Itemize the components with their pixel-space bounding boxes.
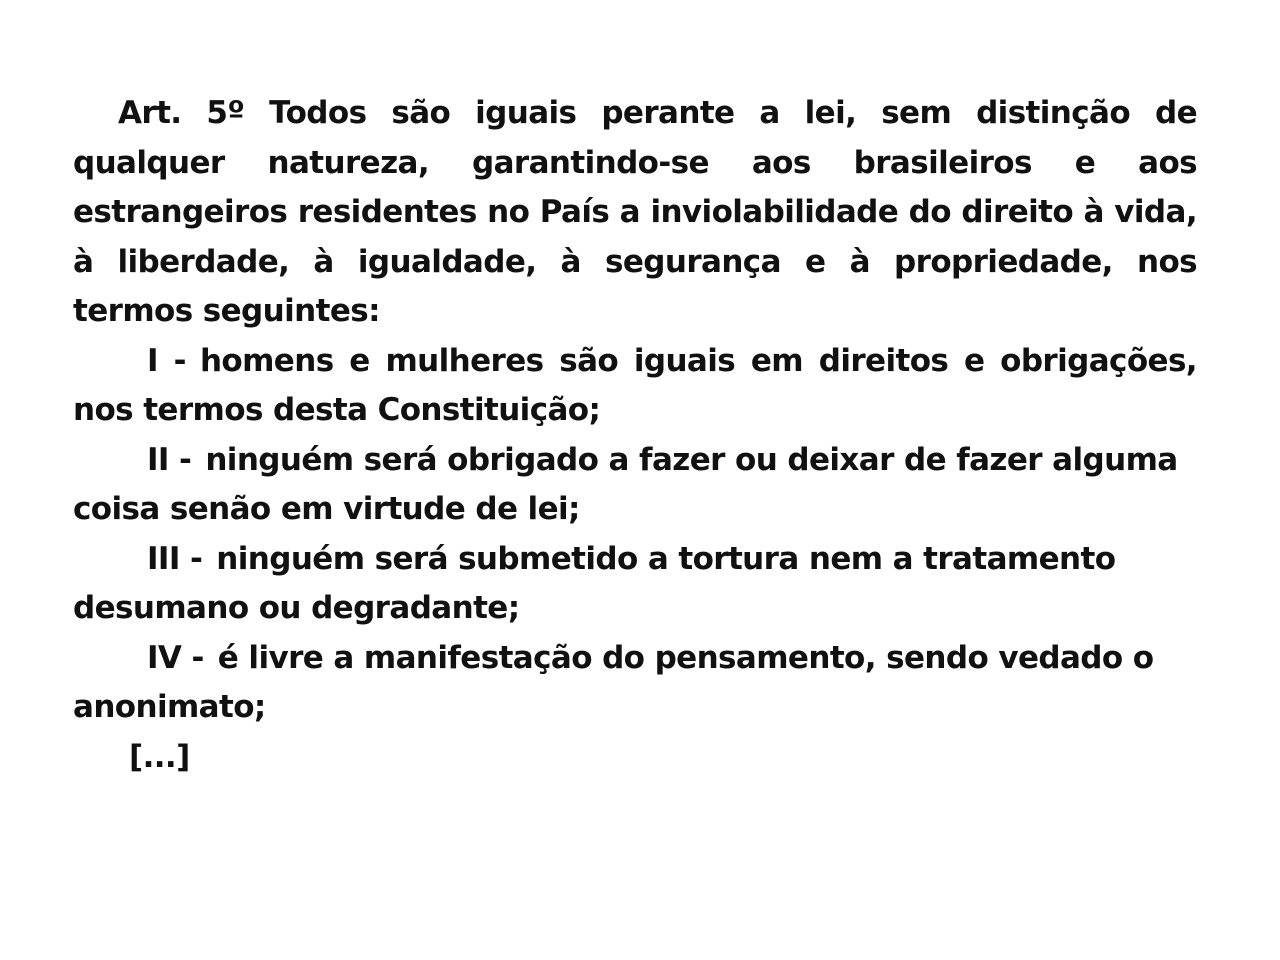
item-text: ninguém será submetido a tortura nem a tratamento desumano ou degradante; xyxy=(73,540,1116,626)
item-text: ninguém será obrigado a fazer ou deixar de fazer alguma coisa senão em virtude de lei; xyxy=(73,441,1178,527)
list-item xyxy=(73,535,1197,634)
legal-text xyxy=(73,89,1197,782)
list-item xyxy=(73,436,1197,535)
item-text: é livre a manifestação do pensamento, sendo vedado o anonimato; xyxy=(73,639,1154,725)
item-numeral: II - xyxy=(147,441,192,478)
item-numeral: IV - xyxy=(147,639,204,676)
item-numeral: I - xyxy=(147,342,186,379)
list-item xyxy=(73,337,1197,436)
list-item xyxy=(73,634,1197,733)
omission-marker: [...] xyxy=(129,738,190,775)
article-caput: Art. 5º Todos são iguais perante a lei, sem distinção de qualquer natureza, garantindo-se aos brasileiros e aos estrangeiros residentes no País a inviolabilidade do direito à vida, à liberdade, à igualdade, à segurança e à propriedade, nos termos seguintes: xyxy=(73,95,1197,329)
item-text: homens e mulheres são iguais em direitos e obrigações, nos termos desta Constituição; xyxy=(73,342,1197,428)
item-numeral: III - xyxy=(147,540,203,577)
